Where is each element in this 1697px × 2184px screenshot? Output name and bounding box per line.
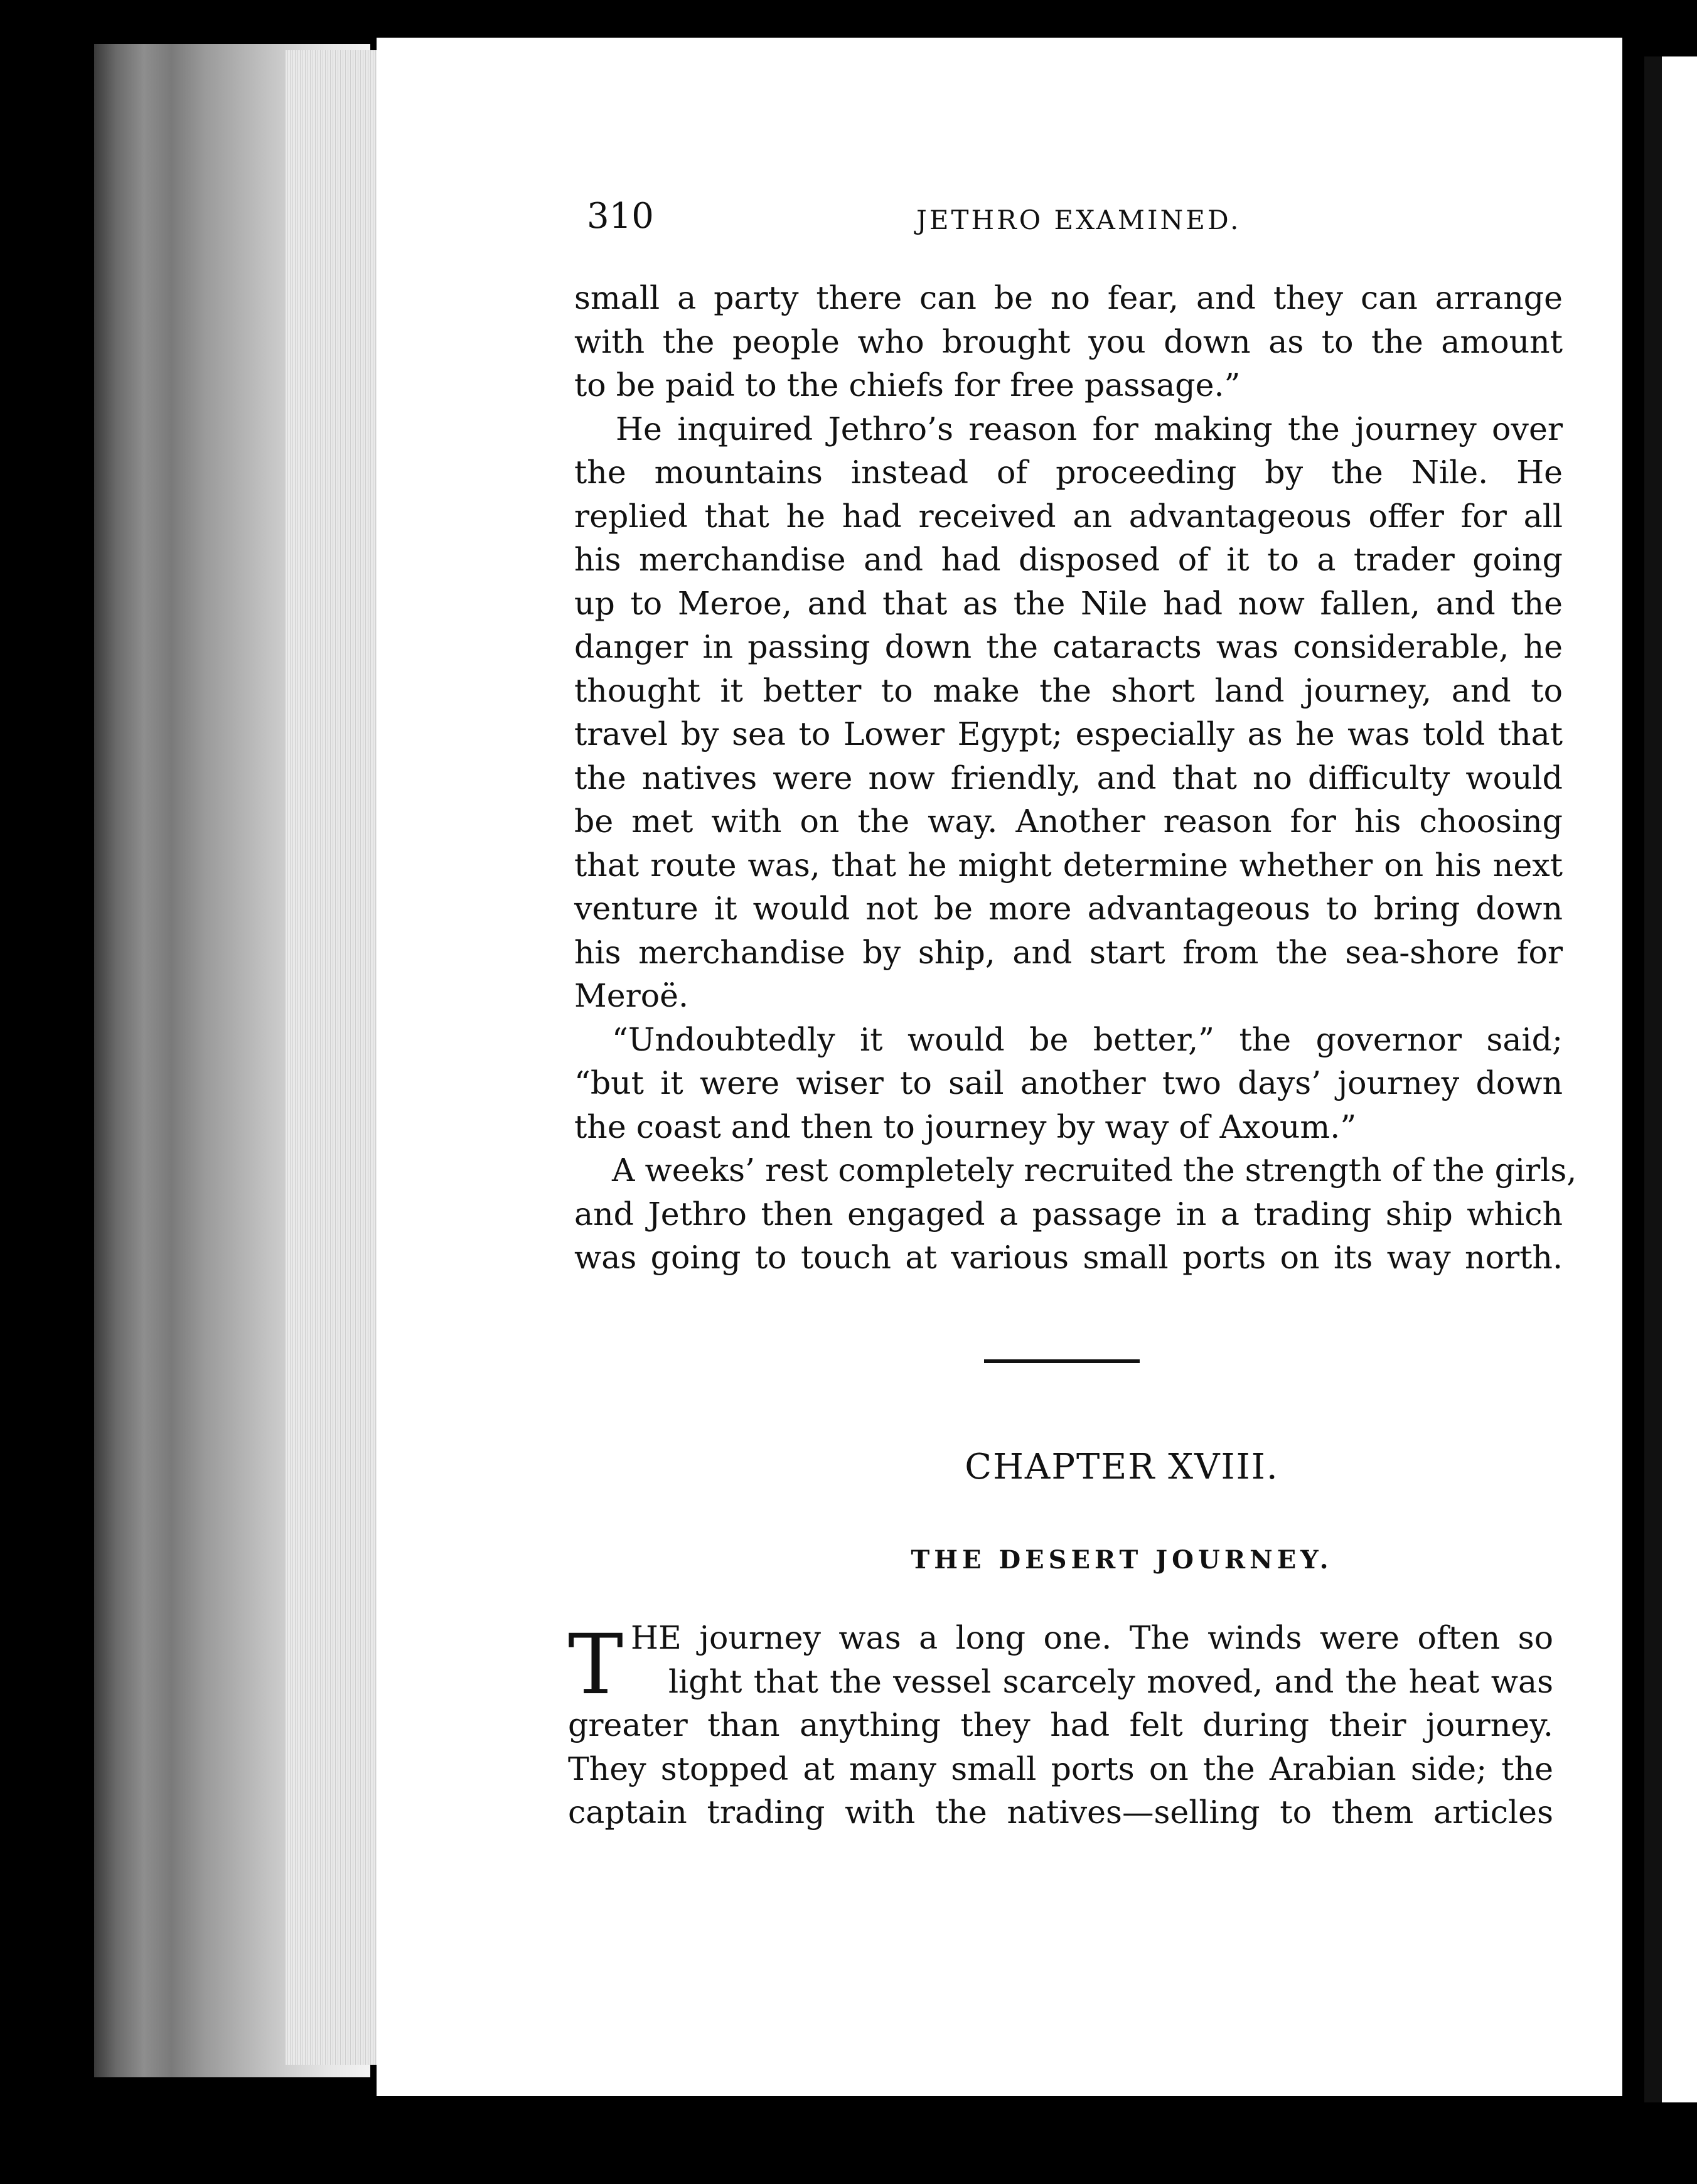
text-line: the mountains instead of proceeding by the Nile. He bbox=[574, 454, 1563, 491]
text-line: light that the vessel scarcely moved, and the heat was bbox=[668, 1662, 1553, 1700]
text-line: his merchandise and had disposed of it to a trader going bbox=[574, 541, 1563, 578]
text-line: They stopped at many small ports on the Arabian side; the bbox=[568, 1750, 1553, 1787]
text-line: venture it would not be more advantageous to bring down bbox=[574, 890, 1563, 927]
text-line: the natives were now friendly, and that no difficulty would bbox=[574, 759, 1563, 796]
text-line: and Jethro then engaged a passage in a trading ship which bbox=[574, 1195, 1563, 1233]
text-line: HE journey was a long one. The winds were often so bbox=[631, 1619, 1553, 1656]
text-line: danger in passing down the cataracts was considerable, he bbox=[574, 628, 1563, 665]
drop-cap: T bbox=[568, 1617, 624, 1713]
body-text bbox=[574, 276, 1577, 1280]
text-line: thought it better to make the short land journey, and to bbox=[574, 672, 1563, 709]
text-line: small a party there can be no fear, and they can arrange bbox=[574, 279, 1563, 316]
text-line: travel by sea to Lower Egypt; especially as he was told that bbox=[574, 715, 1563, 752]
page-number: 310 bbox=[587, 196, 654, 237]
text-line: to be paid to the chiefs for free passage.” bbox=[574, 367, 1241, 404]
running-header bbox=[587, 196, 1556, 240]
text-line: He inquired Jethro’s reason for making the journey over bbox=[616, 410, 1563, 447]
next-page-edge bbox=[1644, 56, 1697, 2102]
running-title: JETHRO EXAMINED. bbox=[916, 205, 1241, 235]
text-line: replied that he had received an advantageous offer for all bbox=[574, 497, 1563, 535]
text-line: that route was, that he might determine whether on his next bbox=[574, 846, 1563, 884]
text-line: with the people who brought you down as to the amount bbox=[574, 323, 1563, 360]
text-line: the coast and then to journey by way of Axoum.” bbox=[574, 1108, 1357, 1145]
text-line: “but it were wiser to sail another two days’ journey down bbox=[574, 1064, 1563, 1101]
section-rule bbox=[984, 1359, 1140, 1363]
chapter-title: CHAPTER XVIII. bbox=[965, 1447, 1279, 1487]
text-line: up to Meroe, and that as the Nile had now fallen, and the bbox=[574, 584, 1563, 622]
page-stack bbox=[286, 50, 380, 2065]
text-line: greater than anything they had felt during their journey. bbox=[568, 1706, 1553, 1743]
text-line: A weeks’ rest completely recruited the strength of the girls, bbox=[612, 1152, 1577, 1189]
text-line: captain trading with the natives—selling to them articles bbox=[568, 1794, 1553, 1831]
chapter-subtitle: THE DESERT JOURNEY. bbox=[911, 1545, 1333, 1575]
text-line: be met with on the way. Another reason for his choosing bbox=[574, 803, 1563, 840]
text-line: was going to touch at various small ports on its way north. bbox=[574, 1239, 1563, 1276]
text-line: Meroë. bbox=[574, 977, 689, 1014]
text-line: “Undoubtedly it would be better,” the governor said; bbox=[612, 1020, 1563, 1058]
text-line: his merchandise by ship, and start from the sea-shore for bbox=[574, 933, 1563, 971]
chapter-body-text bbox=[568, 1616, 1553, 1834]
